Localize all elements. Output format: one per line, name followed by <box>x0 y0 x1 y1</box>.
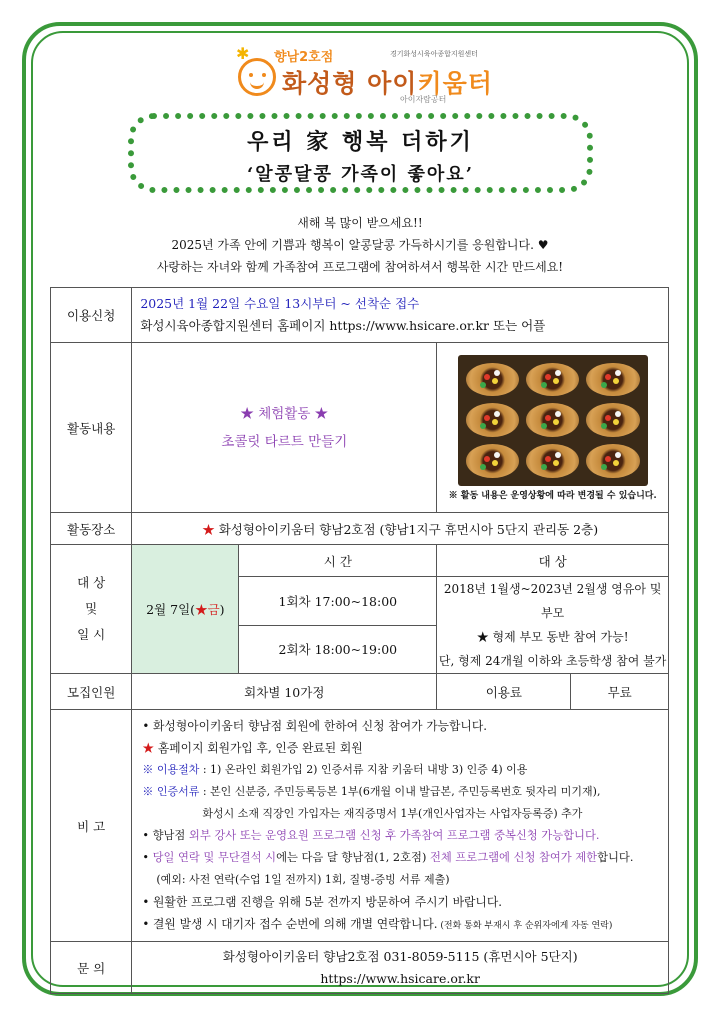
tart-image <box>586 444 639 478</box>
note-highlight: 전체 프로그램에 신청 참여가 제한 <box>429 850 598 864</box>
note-item <box>142 847 662 869</box>
contact-url[interactable]: https://www.hsicare.or.kr <box>320 970 480 986</box>
main-title: 우리 家 행복 더하기 <box>247 129 474 155</box>
note-item <box>142 869 662 891</box>
contact-content <box>132 942 669 994</box>
date-text: 2월 7일( <box>146 602 196 617</box>
note-text: : 1) 온라인 회원가입 2) 인증서류 지참 키움터 내방 3) 인증 4) 이용 <box>199 762 528 776</box>
target-sibling: ★ 형제 부모 동반 참여 가능! <box>476 630 629 644</box>
activity-row <box>51 343 669 513</box>
tart-image <box>466 363 519 397</box>
date-close: ) <box>219 602 225 617</box>
bullet: • <box>142 894 150 909</box>
bullet: • <box>142 828 149 842</box>
tart-image <box>526 363 579 397</box>
notes-list <box>132 711 668 941</box>
schedule-label-line: 대 상 <box>77 575 106 590</box>
apply-row <box>51 288 669 343</box>
session-2: 2회차 18:00~19:00 <box>239 625 437 674</box>
note-item <box>142 825 662 847</box>
logo <box>232 46 492 108</box>
recruit-label: 모집인원 <box>51 674 132 710</box>
sub-title: ‘알콩달콩 가족이 좋아요’ <box>247 164 474 185</box>
logo-branch: 향남2호점 <box>274 50 334 65</box>
note-highlight: 당일 연락 및 무단결석 시 <box>152 850 277 864</box>
note-item <box>142 891 662 913</box>
tart-image <box>526 403 579 437</box>
bullet: ※ <box>142 762 154 776</box>
note-item <box>142 759 662 781</box>
activity-name: 초콜릿 타르트 만들기 <box>221 433 348 450</box>
note-text: 원활한 프로그램 진행을 위해 5분 전까지 방문하여 주시기 바랍니다. <box>153 894 502 909</box>
photo-note: ※ 활동 내용은 운영상황에 따라 변경될 수 있습니다. <box>448 490 657 501</box>
tart-image <box>526 444 579 478</box>
target-header: 대 상 <box>437 545 669 577</box>
note-text: 홈페이지 회원가입 후, 인증 완료된 회원 <box>157 740 363 755</box>
note-head: 이용절차 <box>156 762 200 776</box>
note-item <box>142 737 662 759</box>
note-text: 결원 발생 시 대기자 접수 순번에 의해 개별 연락합니다. <box>153 916 438 931</box>
note-highlight: 외부 강사 또는 운영요원 프로그램 신청 후 가족참여 프로그램 중복신청 가능합니다. <box>188 828 600 842</box>
tart-image <box>466 444 519 478</box>
target-content <box>437 577 669 674</box>
smiley-face-icon <box>238 58 276 96</box>
notes-label: 비 고 <box>51 710 132 942</box>
place-label: 활동장소 <box>51 513 132 545</box>
note-item <box>142 913 662 937</box>
recruit-row <box>51 674 669 710</box>
logo-name-prefix: 화성형 아이 <box>282 69 418 98</box>
intro-line-1: 새해 복 많이 받으세요!! <box>297 216 423 230</box>
star-icon: ★ <box>142 740 155 755</box>
tart-image <box>586 403 639 437</box>
note-text: 화성형아이키움터 향남점 회원에 한하여 신청 참여가 가능합니다. <box>153 718 487 733</box>
activity-heading: ★ 체험활동 ★ <box>240 405 329 422</box>
schedule-label <box>51 545 132 674</box>
date-day: ★금 <box>195 602 220 617</box>
place-text: 화성형아이키움터 향남2호점 (향남1지구 휴먼시아 5단지 관리동 2층) <box>218 521 599 537</box>
schedule-header-row <box>51 545 669 577</box>
title-box <box>128 113 593 193</box>
logo-org: 경기화성시육아종합지원센터 <box>390 50 478 58</box>
bullet: • <box>142 718 150 733</box>
activity-photo <box>458 355 648 486</box>
tart-image <box>466 403 519 437</box>
apply-content <box>132 288 669 343</box>
note-text: 향남점 <box>152 828 189 842</box>
note-item <box>142 803 662 825</box>
fee-label: 이용료 <box>437 674 571 710</box>
intro-text <box>40 212 680 278</box>
note-small: (전화 통화 부재시 후 순위자에게 자동 연락) <box>437 920 613 931</box>
note-head: 인증서류 <box>156 784 200 798</box>
schedule-date <box>132 545 239 674</box>
contact-label: 문 의 <box>51 942 132 994</box>
bullet: ※ <box>142 784 154 798</box>
intro-line-2: 2025년 가족 안에 기쁨과 행복이 알콩달콩 가득하시기를 응원합니다. ♥ <box>171 238 549 252</box>
place-row <box>51 513 669 545</box>
note-text: : 본인 신분증, 주민등록등본 1부(6개월 이내 발급본, 주민등록번호 뒷자리 미기재), <box>199 784 601 798</box>
note-text: 에는 다음 달 향남점(1, 2호점) <box>276 850 430 864</box>
contact-row <box>51 942 669 994</box>
fee-value: 무료 <box>571 674 669 710</box>
apply-method: 화성시육아종합지원센터 홈페이지 https://www.hsicare.or.kr 또는 어플 <box>140 318 546 333</box>
intro-line-3: 사랑하는 자녀와 함께 가족참여 프로그램에 참여하셔서 행복한 시간 만드세요! <box>156 260 564 274</box>
apply-date: 2025년 1월 22일 수요일 13시부터 ~ 선착순 접수 <box>140 296 420 311</box>
star-icon: ✱ <box>236 44 250 63</box>
contact-phone: 화성형아이키움터 향남2호점 031-8059-5115 (휴먼시아 5단지) <box>222 948 578 964</box>
note-item <box>142 715 662 737</box>
time-header: 시 간 <box>239 545 437 577</box>
schedule-label-line: 및 <box>85 601 98 616</box>
session-1: 1회차 17:00~18:00 <box>239 577 437 626</box>
star-icon: ★ <box>202 521 215 537</box>
activity-photo-cell <box>437 343 669 513</box>
bullet: • <box>142 850 149 864</box>
place-content <box>132 513 669 545</box>
notes-content <box>132 710 669 942</box>
note-item <box>142 781 662 803</box>
note-text: 합니다. <box>597 850 634 864</box>
note-text: 화성시 소재 직장인 가입자는 재직증명서 1부(개인사업자는 사업자등록증) 추가 <box>202 806 583 820</box>
recruit-value: 회차별 10가정 <box>132 674 437 710</box>
target-restriction: 단, 형제 24개월 이하와 초등학생 참여 불가 <box>438 654 667 668</box>
info-table <box>50 287 669 994</box>
notes-row <box>51 710 669 942</box>
note-text: (예외: 사전 연락(수업 1일 전까지) 1회, 질병-증빙 서류 제출) <box>156 872 450 886</box>
activity-label: 활동내용 <box>51 343 132 513</box>
logo-name-suffix: 키움터 <box>417 69 493 98</box>
tart-image <box>586 363 639 397</box>
bullet: • <box>142 916 150 931</box>
logo-subtitle: 아이자람공터 <box>400 95 447 104</box>
apply-label: 이용신청 <box>51 288 132 343</box>
activity-content <box>132 343 437 513</box>
target-age: 2018년 1월생~2023년 2월생 영유아 및 부모 <box>443 582 662 620</box>
schedule-label-line: 일 시 <box>77 627 106 642</box>
logo-name <box>282 64 493 100</box>
